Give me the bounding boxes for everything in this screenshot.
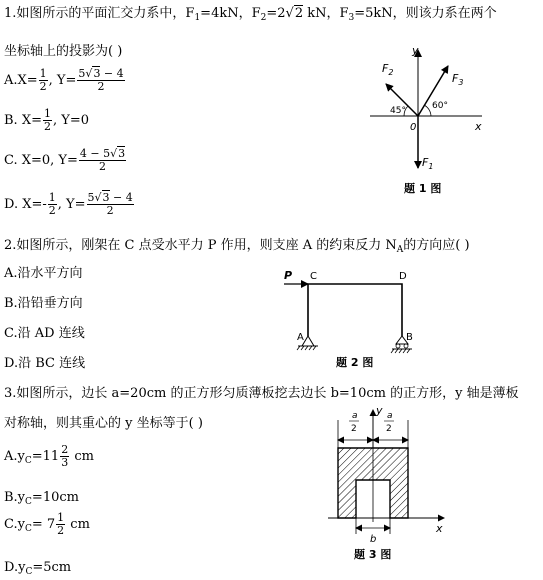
q2-caption: 题 2 图 [336, 356, 374, 369]
q1-x-label: x [475, 120, 482, 133]
q3-dim-a-right-den: 2 [386, 424, 392, 434]
q2-label-b: B [406, 332, 413, 343]
q1-caption: 题 1 图 [404, 182, 442, 195]
q2-stem: 2.如图所示，刚架在 C 点受水平力 P 作用，则支座 A 的约束反力 $N_A$的方向应( ) [4, 238, 470, 255]
q2-label-d: D [399, 271, 407, 282]
q3-dim-a-left-den: 2 [351, 424, 357, 434]
q2-label-c: C [310, 271, 317, 282]
q2-frame [308, 284, 402, 336]
q1-angle-45: 45° [390, 106, 406, 116]
q2-option-a[interactable]: A.沿水平方向 [4, 266, 83, 281]
q3-dim-b: b [370, 534, 377, 545]
q1-origin-label: 0 [410, 122, 417, 133]
q1-option-b[interactable]: B. X= $\frac{1}{2}$ , Y=0 [4, 107, 89, 133]
q3-dim-a-left-num: a [352, 411, 358, 421]
q1-option-a[interactable]: A.X= $\frac{1}{2}$ , Y= $\frac{5√3 - 4}{2}$ [4, 67, 124, 93]
q2-option-b[interactable]: B.沿铅垂方向 [4, 296, 83, 311]
q1-f1-label: $F_1$ [422, 156, 434, 171]
q1-stem-line1: 1.如图所示的平面汇交力系中，$F_1=4kN$，$F_2=2√2$ kN，$F_3=5kN$，则该力系在两个 [4, 6, 497, 23]
q3-option-d[interactable]: $D.y_C=5cm$ [4, 560, 72, 577]
q3-caption: 题 3 图 [354, 548, 392, 561]
q3-stem-line2: 对称轴，则其重心的 y 坐标等于( ) [4, 416, 203, 431]
q2-option-d[interactable]: D.沿 BC 连线 [4, 356, 86, 371]
q1-f2-label: $F_2$ [382, 62, 394, 77]
q1-stem-line2: 坐标轴上的投影为( ) [4, 44, 123, 59]
q3-dim-a-right-num: a [387, 411, 393, 421]
q3-option-b[interactable]: $B.y_C=10cm$ [4, 490, 79, 507]
q3-stem-line1: 3.如图所示，边长 a=20cm 的正方形匀质薄板挖去边长 b=10cm 的正方形，y 轴是薄板 [4, 386, 519, 401]
q1-option-d[interactable]: D. X=- $\frac{1}{2}$ , Y= $\frac{5√3 - 4}{2}$ [4, 191, 133, 217]
q3-option-c[interactable]: $C.y_C= 7$ $\frac{1}{2}$ cm [4, 511, 90, 537]
q1-angle-60: 60° [432, 101, 448, 111]
q2-frame-figure [280, 264, 420, 374]
q1-force-figure [360, 40, 490, 200]
q3-option-a[interactable]: $A.y_C=11$ $\frac{2}{3}$ cm [4, 443, 94, 469]
q2-option-c[interactable]: C.沿 AD 连线 [4, 326, 85, 341]
q2-label-a: A [297, 332, 304, 343]
q2-label-p: P [284, 269, 293, 282]
q3-y-label: y [376, 404, 383, 417]
q3-plate-figure [324, 404, 454, 564]
q1-y-label: y [412, 44, 419, 57]
q1-f3-label: $F_3$ [452, 72, 464, 87]
q1-option-c[interactable]: C. X=0, Y= $\frac{4 - 5√3}{2}$ [4, 147, 126, 173]
q3-x-label: x [436, 522, 443, 535]
